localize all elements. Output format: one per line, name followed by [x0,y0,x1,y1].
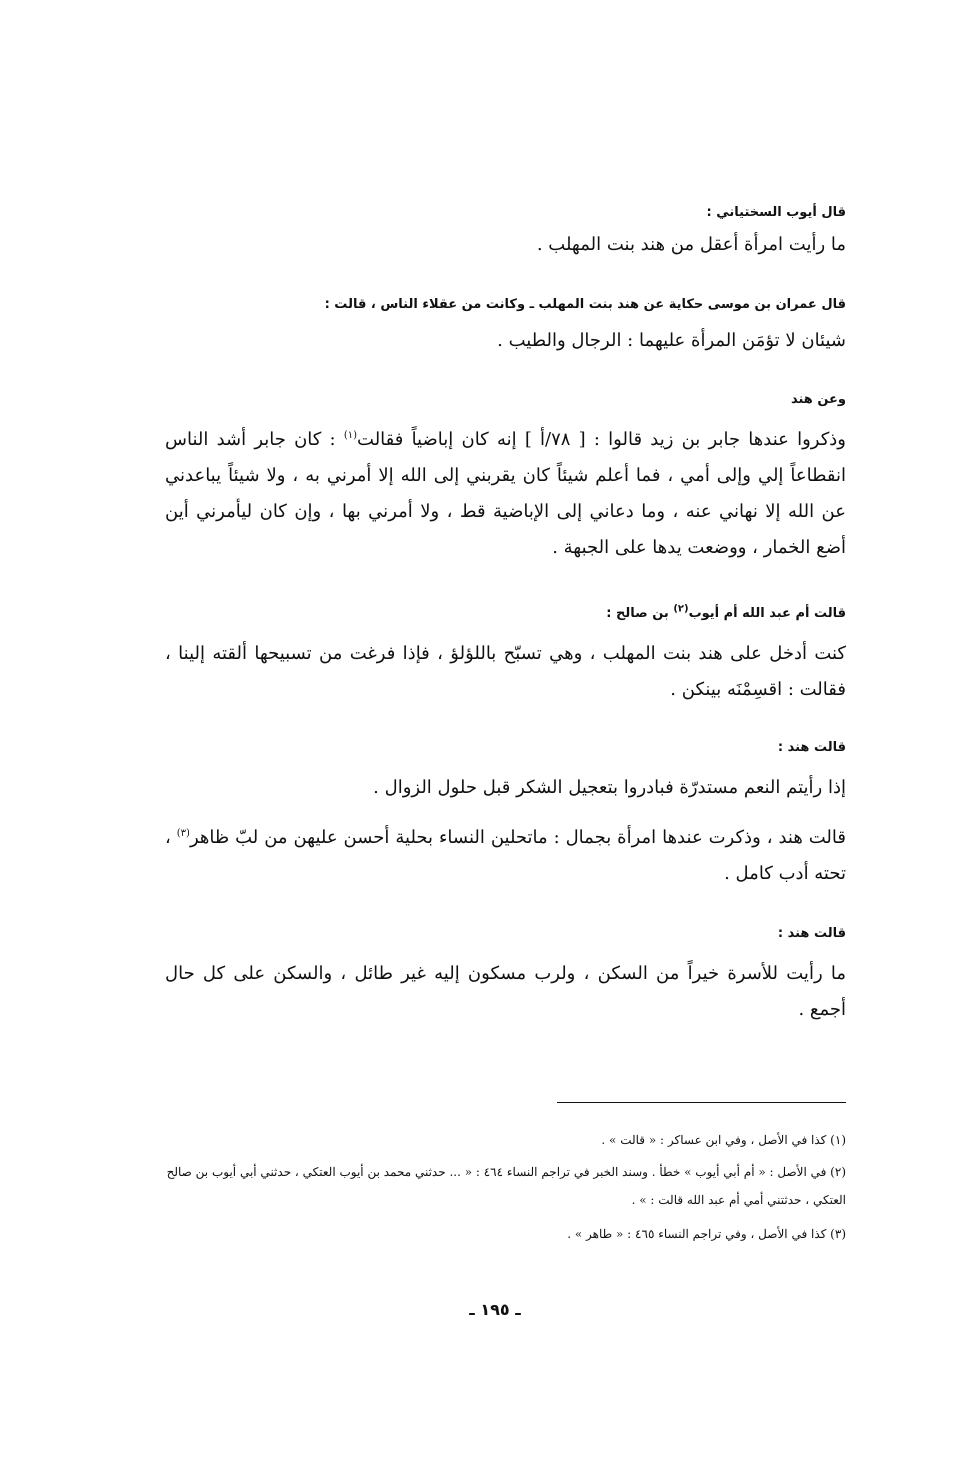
section-body [165,820,846,892]
footnote-divider [557,1102,846,1103]
footnote-ref[interactable]: (١) [343,430,358,441]
section-heading: قال عمران بن موسى حكاية عن هند بنت المهلب ـ وكانت من عقلاء الناس ، قالت : [324,297,846,312]
section-heading: وعن هند [790,392,846,407]
section-ayyub [165,203,846,263]
section-umm-ayyub [165,604,846,708]
footnote-3: (٣) كذا في الأصل ، وفي تراجم النساء ٤٦٥ : « طاهر » . [567,1227,846,1241]
section-heading: قال أيوب السختياني : [706,205,846,220]
heading-text: قالت أم عبد الله أم أيوب [688,606,846,621]
section-body: ما رأيت امرأة أعقل من هند بنت المهلب . [536,234,846,255]
footnote-ref[interactable]: (٢) [673,603,689,615]
section-heading: قالت هند : [777,740,846,755]
footnote-ref[interactable]: (٣) [176,828,190,839]
section-body: إذا رأيتم النعم مستدرّة فبادروا بتعجيل الشكر قبل حلول الزوال . [373,777,846,798]
footnote-2: (٢) في الأصل : « أم أبي أيوب » خطأ . وسند الخبر في تراجم النساء ٤٦٤ : « ... حدثني محمد بن أيوب العتكي ، حدثني أبي أيوب بن صالح العتكي ، حدثتني أمي أم عبد الله قالت : » . [166,1165,846,1207]
section-heading [165,604,846,624]
section-body: شيئان لا تؤمَن المرأة عليهما : الرجال والطيب . [497,330,846,351]
body-text: ، تحته أدب كامل . [165,827,846,884]
footnote-1: (١) كذا في الأصل ، وفي ابن عساكر : « قالت » . [601,1133,846,1147]
body-text: قالت هند ، وذكرت عندها امرأة بجمال : ماتحلين النساء بحلية أحسن عليهن من لبّ ظاهر [189,827,846,848]
body-text: وذكروا عندها جابر بن زيد قالوا : [ ٧٨/أ ] إنه كان إباضياً فقالت [357,429,846,450]
section-heading: قالت هند : [777,926,846,941]
section-jabir [165,390,846,566]
section-hind-family [165,924,846,1028]
body-text: : كان جابر أشد الناس انقطاعاً إلي وإلى أمي ، فما أعلم شيئاً كان يقربني إلى الله إلا أمرني به ، ولا شيئاً يباعدني عن الله إلا نهاني عنه ، وما دعاني إلى الإباضية قط ، ولا أمرني بها ، وإن كان ليأمرني أين أضع الخمار ، ووضعت يدها على الجبهة . [165,429,846,558]
section-body: ما رأيت للأسرة خيراً من السكن ، ولرب مسكون إليه غير طائل ، والسكن على كل حال أجمع . [165,963,846,1020]
page-number: ـ ١٩٥ ـ [469,1300,521,1319]
section-hind-beauty [165,820,846,892]
section-body [165,422,846,566]
section-body: كنت أدخل على هند بنت المهلب ، وهي تسبّح باللؤلؤ ، فإذا فرغت من تسبيحها ألقته إلينا ، فقالت : اقسِمْنَه بينكن . [165,643,846,700]
section-hind-gratitude [165,738,846,806]
section-imran [165,295,846,359]
heading-text: بن صالح : [606,606,674,621]
